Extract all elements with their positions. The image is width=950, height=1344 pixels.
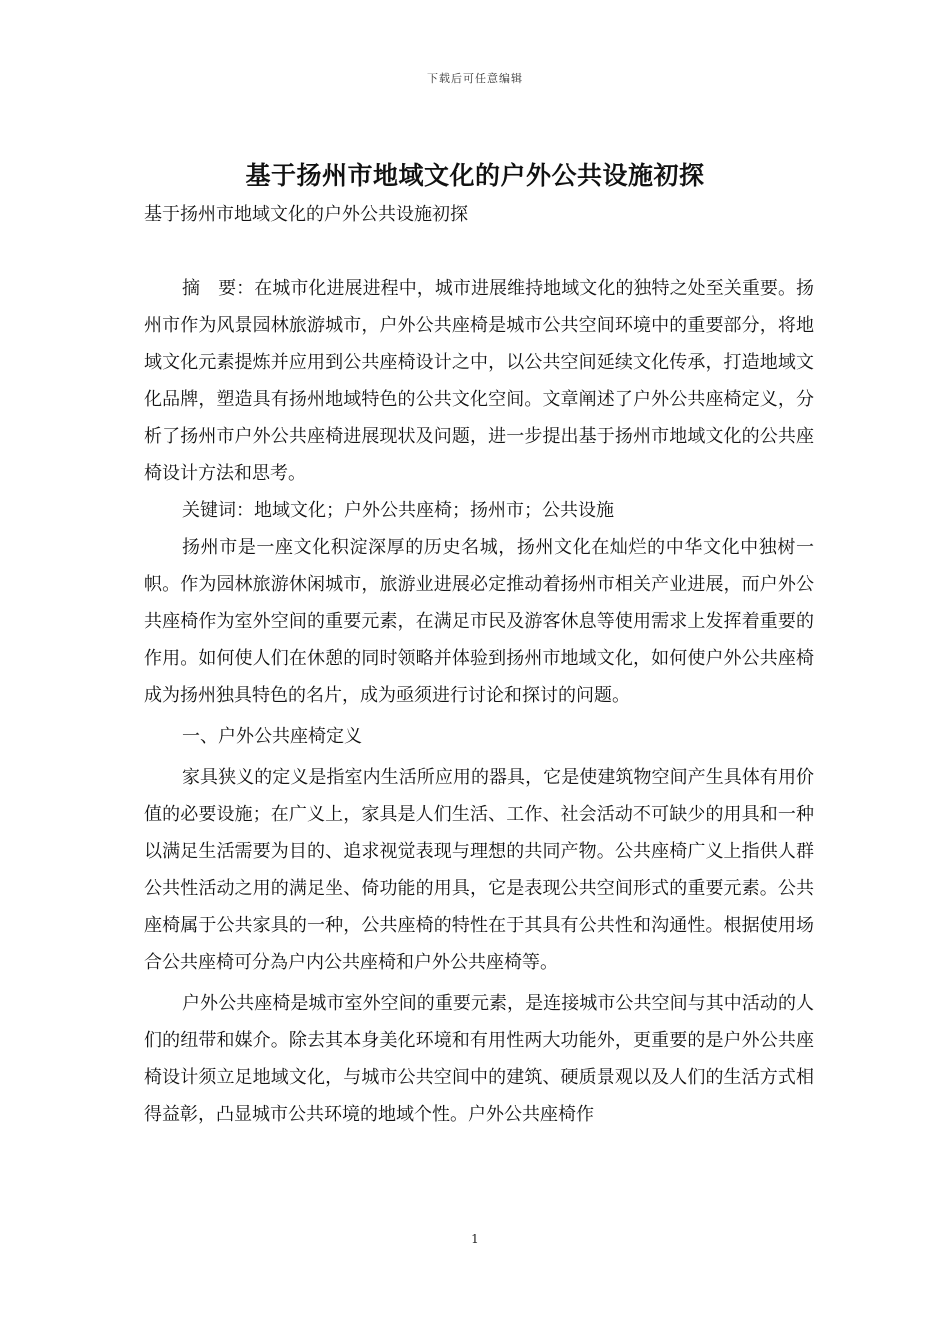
page-number: 1 (471, 1232, 479, 1246)
intro-paragraph: 扬州市是一座文化积淀深厚的历史名城，扬州文化在灿烂的中华文化中独树一帜。作为园林旅游休闲城市，旅游业进展必定推动着扬州市相关产业进展，而户外公共座椅作为室外空间的重要元素，在满足市民及游客休息等使用需求上发挥着重要的作用。如何使人们在休憩的同时领略并体验到扬州市地域文化，如何使户外公共座椅成为扬州独具特色的名片，成为亟须进行讨论和探讨的问题。 (144, 537, 814, 706)
document-title: 基于扬州市地域文化的户外公共设施初探 (245, 161, 705, 190)
header-note: 下载后可任意编辑 (427, 72, 523, 85)
document-body (144, 196, 814, 1133)
abstract-paragraph: 摘 要：在城市化进展进程中，城市进展维持地域文化的独特之处至关重要。扬州市作为风景园林旅游城市，户外公共座椅是城市公共空间环境中的重要部分，将地域文化元素提炼并应用到公共座椅设计之中，以公共空间延续文化传承，打造地域文化品牌，塑造具有扬州地域特色的公共文化空间。文章阐述了户外公共座椅定义，分析了扬州市户外公共座椅进展现状及问题，进一步提出基于扬州市地域文化的公共座椅设计方法和思考。 (144, 278, 814, 484)
keywords-line: 关键词：地域文化；户外公共座椅；扬州市；公共设施 (182, 500, 614, 521)
section-heading: 一、户外公共座椅定义 (182, 726, 362, 747)
section-paragraph-2: 户外公共座椅是城市室外空间的重要元素，是连接城市公共空间与其中活动的人们的纽带和媒介。除去其本身美化环境和有用性两大功能外，更重要的是户外公共座椅设计须立足地域文化，与城市公共空间中的建筑、硬质景观以及人们的生活方式相得益彰，凸显城市公共环境的地域个性。户外公共座椅作 (144, 993, 814, 1125)
document-subtitle: 基于扬州市地域文化的户外公共设施初探 (144, 204, 468, 225)
section-paragraph-1: 家具狭义的定义是指室内生活所应用的器具，它是使建筑物空间产生具体有用价值的必要设施；在广义上，家具是人们生活、工作、社会活动不可缺少的用具和一种以满足生活需要为目的、追求视觉表现与理想的共同产物。公共座椅广义上指供人群公共性活动之用的满足坐、倚功能的用具，它是表现公共空间形式的重要元素。公共座椅属于公共家具的一种，公共座椅的特性在于其具有公共性和沟通性。根据使用场合公共座椅可分為户内公共座椅和户外公共座椅等。 (144, 767, 814, 973)
